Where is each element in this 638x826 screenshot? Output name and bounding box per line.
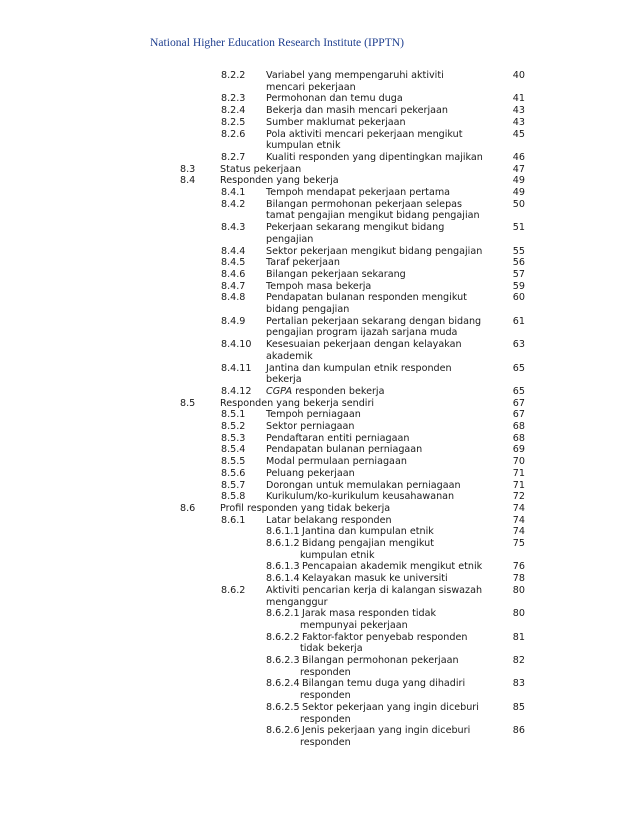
toc-entry-title: Pendapatan bulanan perniagaan [266, 444, 423, 456]
toc-entry-title: kumpulan etnik [266, 140, 341, 152]
toc-entry-number: 8.6.1.1 [266, 526, 300, 538]
toc-entry-title: Responden yang bekerja [220, 175, 339, 187]
toc-entry-page: 80 [512, 608, 525, 620]
toc-entry-page: 81 [512, 631, 525, 643]
toc-entry-number: 8.4.12 [221, 385, 252, 397]
toc-entry-title: Sektor perniagaan [266, 421, 355, 432]
toc-entry-number: 8.5.2 [221, 421, 246, 432]
toc-entry-number: 8.6.2.4 [266, 678, 300, 690]
toc-entry-page: 65 [512, 362, 525, 374]
toc-entry-title: Kurikulum/ko-kurikulum keusahawanan [266, 491, 455, 503]
toc-entry-page: 85 [512, 701, 525, 713]
toc-entry-page: 72 [512, 491, 525, 503]
toc-entry-title: tidak bekerja [300, 643, 363, 655]
toc-entry-page: 83 [512, 678, 525, 690]
toc-entry-page: 68 [512, 421, 525, 432]
toc-entry-number: 8.4.6 [221, 268, 246, 280]
toc-entry-title: kumpulan etnik [300, 549, 375, 561]
toc-entry-title: Responden yang bekerja sendiri [220, 397, 375, 409]
toc-entry-number: 8.6.2.2 [266, 631, 300, 643]
toc-entry-page: 45 [512, 128, 525, 140]
toc-entry-page: 68 [512, 432, 525, 444]
toc-entry-number: 8.4 [180, 175, 196, 187]
toc-entry-page: 55 [512, 245, 525, 257]
toc-entry-title: Bekerja dan masih mencari pekerjaan [266, 105, 448, 117]
toc-entry-title: Jantina dan kumpulan etnik [302, 526, 434, 538]
toc-entry-number: 8.6.1.2 [266, 538, 300, 549]
toc-entry-page: 76 [512, 561, 525, 573]
toc-entry-title: Dorongan untuk memulakan perniagaan [266, 479, 461, 491]
toc-entry-title: Sektor pekerjaan mengikut bidang pengajian [266, 245, 483, 257]
toc-entry-page: 50 [512, 198, 525, 210]
toc-entry-title: bidang pengajian [266, 304, 350, 315]
toc-entry-title: Kelayakan masuk ke universiti [302, 573, 448, 585]
toc-entry-page: 80 [512, 584, 525, 596]
toc-entry-number: 8.5.7 [221, 479, 246, 491]
toc-entry-number: 8.4.3 [221, 222, 246, 234]
toc-entry-title: Jantina dan kumpulan etnik responden [266, 362, 452, 374]
toc-entry-number: 8.5.1 [221, 409, 246, 421]
toc-entry-number: 8.4.10 [221, 339, 252, 351]
toc-entry-number: 8.3 [180, 163, 196, 175]
toc-entry-title: Bidang pengajian mengikut [302, 538, 435, 549]
toc-entry-title: Tempoh mendapat pekerjaan pertama [266, 187, 451, 198]
toc-entry-page: 65 [512, 385, 525, 397]
toc-entry-number: 8.2.6 [221, 128, 246, 140]
toc-entry-page: 74 [512, 514, 525, 526]
toc-entry-number: 8.6 [180, 502, 196, 514]
toc-entry-title: mempunyai pekerjaan [300, 619, 408, 631]
toc-entry-page: 43 [512, 105, 525, 117]
toc-entry-number: 8.4.1 [221, 187, 246, 198]
toc-entry-page: 40 [512, 70, 525, 81]
toc-entry-title: menganggur [266, 596, 328, 608]
toc-entry-number: 8.2.5 [221, 116, 246, 128]
toc-entry-title: Pola aktiviti mencari pekerjaan mengikut [266, 128, 463, 140]
toc-entry-title: Sektor pekerjaan yang ingin diceburi [302, 701, 479, 713]
toc-entry-number: 8.5.5 [221, 456, 246, 468]
toc-entry-title: Peluang pekerjaan [266, 467, 355, 479]
toc-entry-title: Kesesuaian pekerjaan dengan kelayakan [266, 339, 462, 351]
toc-entry-page: 43 [512, 116, 525, 128]
toc-entry-number: 8.6.1 [221, 514, 246, 526]
toc-entry-title: Profil responden yang tidak bekerja [220, 502, 391, 514]
toc-entry-number: 8.2.4 [221, 105, 246, 117]
toc-entry-title: Bilangan pekerjaan sekarang [266, 268, 406, 280]
toc-entry-title: Pendaftaran entiti perniagaan [266, 432, 410, 444]
toc-entry-number: 8.6.2.5 [266, 701, 300, 713]
toc-entry-title: tamat pengajian mengikut bidang pengajian [266, 210, 480, 222]
toc-entry-title: Faktor-faktor penyebab responden [302, 631, 468, 643]
toc-entry-title: akademik [266, 350, 313, 362]
toc-entry-page: 46 [512, 151, 525, 163]
toc-entry-number: 8.5.6 [221, 467, 246, 479]
toc-entry-page: 71 [512, 467, 525, 479]
toc-entry-title: Bilangan permohonan pekerjaan selepas [266, 198, 463, 210]
toc-entry-title: Pekerjaan sekarang mengikut bidang [266, 222, 445, 234]
toc-entry-title: pengajian program ijazah sarjana muda [266, 327, 458, 339]
toc-entry-title: Aktiviti pencarian kerja di kalangan siswazah [266, 584, 483, 596]
toc-entry-number: 8.2.7 [221, 151, 246, 163]
toc-entry-number: 8.2.2 [221, 70, 246, 81]
toc-entry-page: 60 [512, 292, 525, 304]
toc-entry-page: 47 [512, 163, 525, 175]
toc-entry-title: Taraf pekerjaan [266, 257, 340, 269]
toc-entry-title: Kualiti responden yang dipentingkan majikan [266, 151, 483, 163]
toc-entry-page: 59 [512, 280, 525, 292]
toc-entry-title: responden [300, 666, 351, 678]
toc-entry-page: 78 [512, 573, 525, 585]
toc-entry-title: CGPA responden bekerja [266, 385, 385, 397]
toc-entry-page: 49 [512, 175, 525, 187]
toc-entry-title: Status pekerjaan [220, 163, 302, 175]
toc-entry-title: Modal permulaan perniagaan [266, 456, 407, 468]
toc-entry-page: 67 [512, 409, 525, 421]
toc-entry-number: 8.5.8 [221, 491, 246, 503]
toc-entry-title: Bilangan temu duga yang dihadiri [302, 678, 466, 690]
toc-entry-title: responden [300, 713, 351, 725]
toc-entry-page: 74 [512, 526, 525, 538]
toc-entry-page: 61 [512, 315, 525, 327]
toc-entry-title: Jarak masa responden tidak [302, 608, 437, 620]
toc-entry-page: 67 [512, 397, 525, 409]
toc-entry-number: 8.4.8 [221, 292, 246, 304]
toc-entry-page: 82 [512, 655, 525, 666]
toc-entry-page: 56 [512, 257, 525, 269]
toc-entry-number: 8.2.3 [221, 93, 246, 105]
toc-entry-number: 8.6.2.1 [266, 608, 300, 620]
toc-entry-page: 69 [512, 444, 525, 456]
toc-entry-title: Variabel yang mempengaruhi aktiviti [266, 70, 444, 81]
toc-entry-page: 70 [512, 456, 525, 468]
toc-entry-number: 8.4.7 [221, 280, 246, 292]
toc-entry-title: Sumber maklumat pekerjaan [266, 116, 406, 128]
toc-entry-title: Latar belakang responden [266, 514, 392, 526]
toc-entry-title: pengajian [266, 233, 314, 245]
toc-entry-title: Permohonan dan temu duga [266, 93, 403, 105]
toc-entry-page: 49 [512, 187, 525, 198]
toc-entry-number: 8.6.2.3 [266, 655, 300, 666]
toc-entry-page: 63 [512, 339, 525, 351]
toc-entry-number: 8.4.4 [221, 245, 246, 257]
toc-entry-title: bekerja [266, 374, 302, 386]
toc-entry-number: 8.5.3 [221, 432, 246, 444]
toc-entry-title: mencari pekerjaan [266, 81, 356, 93]
toc-entry-page: 51 [512, 222, 525, 234]
toc-entry-title: Tempoh perniagaan [266, 409, 361, 421]
toc-entry-number: 8.4.5 [221, 257, 246, 269]
toc-entry-page: 75 [512, 538, 525, 549]
toc-entry-number: 8.4.9 [221, 315, 246, 327]
toc-entry-page: 71 [512, 479, 525, 491]
toc-entry-number: 8.6.2.6 [266, 725, 300, 737]
toc-entry-title: responden [300, 736, 351, 748]
toc-entry-page: 57 [512, 268, 525, 280]
toc-entry-number: 8.5.4 [221, 444, 246, 456]
toc-entry-title: Pencapaian akademik mengikut etnik [302, 561, 483, 573]
toc-entry-number: 8.4.2 [221, 198, 246, 210]
toc-entry-title: Pendapatan bulanan responden mengikut [266, 292, 467, 304]
toc-entry-page: 41 [512, 93, 525, 105]
toc-entry-number: 8.6.1.3 [266, 561, 300, 573]
toc-entry-title: Bilangan permohonan pekerjaan [302, 655, 459, 666]
toc-entry-title: Tempoh masa bekerja [266, 280, 372, 292]
toc-entry-number: 8.6.2 [221, 584, 246, 596]
page-header: National Higher Education Research Institute (IPPTN) [150, 36, 405, 49]
toc-entry-page: 74 [512, 502, 525, 514]
toc-entry-number: 8.5 [180, 397, 196, 409]
toc-entry-title: Jenis pekerjaan yang ingin diceburi [302, 725, 471, 737]
toc-entry-number: 8.6.1.4 [266, 573, 300, 585]
toc-entry-number: 8.4.11 [221, 362, 252, 374]
toc-entry-title: responden [300, 690, 351, 702]
toc-entry-page: 86 [512, 725, 525, 737]
toc-entry-title: Pertalian pekerjaan sekarang dengan bidang [266, 315, 482, 327]
